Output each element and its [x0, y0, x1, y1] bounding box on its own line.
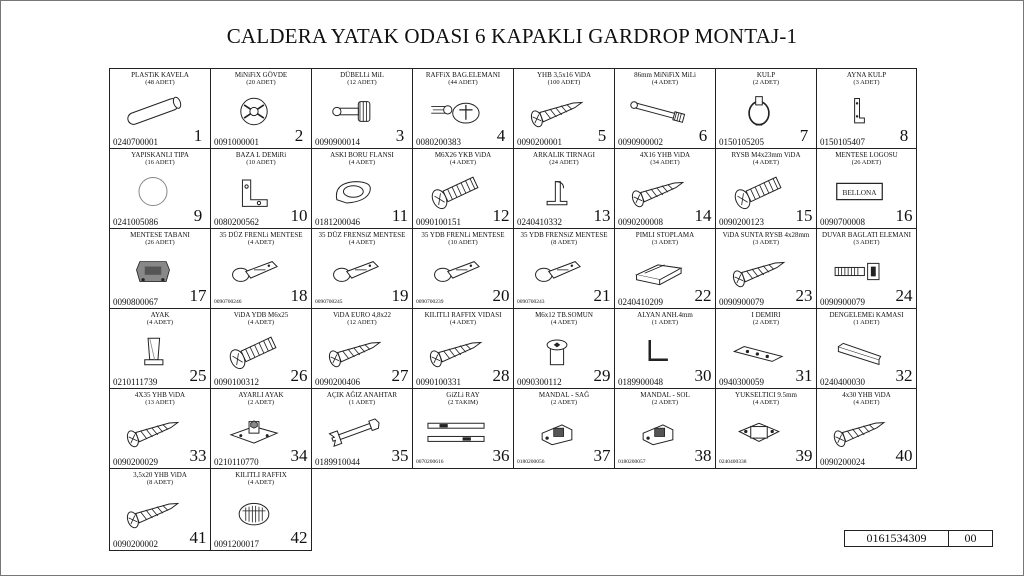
wall-anchor-icon — [827, 249, 892, 294]
minifix-bolt-icon — [625, 89, 691, 134]
part-name: 35 DÜZ FRENSiZ MENTESE — [318, 231, 406, 239]
part-number: 8 — [894, 126, 914, 146]
part-qty: (12 ADET) — [347, 79, 377, 86]
part-number: 16 — [895, 206, 913, 225]
part-cell-31 — [715, 308, 817, 389]
part-code: 0180200056 — [517, 459, 545, 465]
part-cell-37 — [513, 388, 615, 469]
dowel-bolt-icon — [322, 89, 388, 134]
screw-icon — [524, 89, 590, 134]
part-cell-6 — [614, 68, 716, 149]
part-qty: (3 ADET) — [853, 79, 880, 86]
part-number: 27 — [391, 366, 409, 385]
part-code: 0090200406 — [315, 377, 360, 387]
part-cell-3 — [311, 68, 413, 149]
part-code: 0940300059 — [719, 377, 764, 387]
part-name: M6x12 TB.SOMUN — [535, 311, 593, 319]
logo-label-text: BELLONA — [842, 187, 877, 197]
part-code: 0091000001 — [214, 137, 259, 147]
part-name: YAPISKANLI TIPA — [131, 151, 189, 159]
part-qty: (3 ADET) — [853, 239, 880, 246]
part-cell-14 — [614, 148, 716, 229]
part-qty: (4 ADET) — [752, 159, 780, 166]
part-number: 9 — [188, 206, 208, 226]
dowel-icon — [120, 89, 186, 134]
part-cell-26 — [210, 308, 312, 389]
part-number: 3 — [390, 126, 410, 146]
part-number: 42 — [290, 528, 308, 547]
part-cell-11 — [311, 148, 413, 229]
part-code: 0090700246 — [214, 299, 242, 305]
part-qty: (16 ADET) — [145, 159, 175, 166]
part-name: ViDA SUNTA RYSB 4x28mm — [722, 231, 810, 239]
part-number: 24 — [895, 286, 913, 305]
part-name: MENTESE LOGOSU — [835, 151, 898, 159]
flange-icon — [322, 169, 388, 214]
part-qty: (4 ADET) — [146, 319, 174, 326]
part-number: 1 — [188, 126, 208, 146]
cam-lock-icon — [221, 89, 287, 134]
part-cell-17 — [109, 228, 211, 309]
part-qty: (4 ADET) — [449, 159, 477, 166]
part-number: 22 — [694, 286, 712, 305]
part-code: 0240400338 — [719, 459, 747, 465]
part-code: 0090700245 — [315, 299, 343, 305]
part-code: 0090200029 — [113, 457, 158, 467]
part-code: 0240410209 — [618, 297, 663, 307]
part-name: KILITLI RAFFIX — [235, 471, 287, 479]
part-code: 0090100331 — [416, 377, 461, 387]
part-code: 0090200001 — [517, 137, 562, 147]
part-name: ARKALIK TIRNAGI — [533, 151, 595, 159]
part-qty: (4 ADET) — [853, 399, 880, 406]
title-block — [844, 530, 993, 547]
part-number: 25 — [189, 366, 207, 385]
part-name: 4X35 YHB ViDA — [134, 391, 186, 399]
part-qty: (4 ADET) — [348, 159, 376, 166]
part-number: 26 — [290, 366, 308, 385]
part-name: AYNA KULP — [846, 71, 887, 79]
part-number: 39 — [795, 446, 813, 465]
part-number: 11 — [391, 206, 409, 225]
latch-icon — [625, 409, 691, 454]
part-code: 0150105205 — [719, 137, 764, 147]
part-name: ALYAN ANH.4mm — [637, 311, 693, 319]
part-qty: (8 ADET) — [550, 239, 578, 246]
part-qty: (4 ADET) — [348, 239, 376, 246]
part-name: KULP — [756, 71, 776, 79]
part-name: 35 DÜZ FRENLi MENTESE — [219, 231, 303, 239]
riser-icon — [726, 409, 792, 454]
part-name: 86mm MiNiFiX MiLi — [634, 71, 696, 79]
rail-icon — [423, 409, 489, 454]
part-code: 0240400030 — [820, 377, 865, 387]
part-name: 4x30 YHB ViDA — [842, 391, 891, 399]
part-code: 0090200123 — [719, 217, 764, 227]
part-number: 37 — [593, 446, 611, 465]
part-code: 0189900048 — [618, 377, 663, 387]
part-name: 4X16 YHB ViDA — [639, 151, 691, 159]
part-name: YUKSELTICI 9.5mm — [735, 391, 797, 399]
part-name: MANDAL - SAĞ — [538, 391, 590, 399]
part-cell-40 — [816, 388, 917, 469]
hinge-icon — [423, 249, 489, 294]
part-cell-19 — [311, 228, 413, 309]
part-code: 0090700239 — [416, 299, 444, 305]
flat-bar-icon — [726, 329, 792, 374]
part-name: GiZLi RAY — [446, 391, 480, 399]
part-cell-12 — [412, 148, 514, 229]
part-name: 35 YDB FRENSiZ MENTESE — [520, 231, 608, 239]
screw-icon — [827, 409, 892, 454]
part-qty: (2 ADET) — [752, 319, 780, 326]
hinge-icon — [221, 249, 287, 294]
part-qty: (3 ADET) — [752, 239, 780, 246]
part-cell-41 — [109, 468, 211, 551]
part-name: DUVAR BAGLATI ELEMANI — [822, 231, 911, 239]
part-code: 0210111739 — [113, 377, 158, 387]
part-code: 0240410332 — [517, 217, 562, 227]
part-number: 33 — [189, 446, 207, 465]
hinge-icon — [524, 249, 590, 294]
part-name: DENGELEMEi KAMASI — [829, 311, 904, 319]
part-qty: (24 ADET) — [549, 159, 579, 166]
l-bracket-icon — [221, 169, 287, 214]
part-cell-32 — [816, 308, 917, 389]
part-number: 35 — [391, 446, 409, 465]
part-cell-1 — [109, 68, 211, 149]
stop-block-icon — [625, 249, 691, 294]
wrench-icon — [322, 409, 388, 454]
part-qty: (4 ADET) — [752, 399, 780, 406]
part-number: 38 — [694, 446, 712, 465]
bolt-icon — [423, 169, 489, 214]
part-name: 3,5x20 YHB ViDA — [133, 471, 187, 479]
part-cell-10 — [210, 148, 312, 229]
part-cell-9 — [109, 148, 211, 229]
part-cell-22 — [614, 228, 716, 309]
part-qty: (100 ADET) — [547, 79, 581, 86]
part-cell-21 — [513, 228, 615, 309]
part-number: 17 — [189, 286, 207, 305]
part-number: 10 — [290, 206, 308, 225]
part-cell-34 — [210, 388, 312, 469]
part-code: 0090900014 — [315, 137, 360, 147]
part-cell-7 — [715, 68, 817, 149]
hinge-base-icon — [120, 249, 186, 294]
part-qty: (4 ADET) — [247, 239, 275, 246]
part-code: 0090900002 — [618, 137, 663, 147]
part-number: 12 — [492, 206, 510, 225]
nut-icon — [524, 329, 590, 374]
part-number: 18 — [290, 286, 308, 305]
part-code: 0091200017 — [214, 539, 259, 549]
part-name: AÇIK AĞIZ ANAHTAR — [326, 391, 398, 399]
bolt-icon — [221, 329, 287, 374]
part-cell-35 — [311, 388, 413, 469]
part-name: AYAK — [150, 311, 170, 319]
parts-grid — [109, 68, 916, 550]
part-code: 0090200008 — [618, 217, 663, 227]
part-cell-13 — [513, 148, 615, 229]
mirror-handle-icon — [827, 89, 892, 134]
part-qty: (3 ADET) — [651, 239, 679, 246]
part-number: 6 — [693, 126, 713, 146]
part-cell-24 — [816, 228, 917, 309]
part-name: ViDA EURO 4,8x22 — [332, 311, 392, 319]
logo-label-icon — [827, 169, 892, 214]
part-code: 0090800067 — [113, 297, 158, 307]
part-cell-23 — [715, 228, 817, 309]
part-number: 28 — [492, 366, 510, 385]
part-name: M6X26 YKB ViDA — [434, 151, 492, 159]
screw-icon — [726, 249, 792, 294]
part-qty: (2 ADET) — [651, 399, 679, 406]
part-name: MiNiFiX GÖVDE — [234, 71, 288, 79]
part-code: 0080200383 — [416, 137, 461, 147]
part-number: 34 — [290, 446, 308, 465]
part-cell-33 — [109, 388, 211, 469]
part-code: 0090700243 — [517, 299, 545, 305]
part-name: AYARLI AYAK — [238, 391, 284, 399]
hinge-icon — [322, 249, 388, 294]
part-qty: (26 ADET) — [145, 239, 175, 246]
part-code: 0240700001 — [113, 137, 158, 147]
part-cell-27 — [311, 308, 413, 389]
part-qty: (10 ADET) — [448, 239, 478, 246]
part-qty: (4 ADET) — [449, 319, 477, 326]
sheet-title: CALDERA YATAK ODASI 6 KAPAKLI GARDROP MONTAJ-1 — [226, 24, 798, 48]
screw-icon — [120, 409, 186, 454]
raffix-icon — [423, 89, 489, 134]
part-cell-15 — [715, 148, 817, 229]
part-number: 2 — [289, 126, 309, 146]
part-name: MENTESE TABANI — [130, 231, 190, 239]
allen-key-icon — [625, 329, 691, 374]
part-number: 23 — [795, 286, 813, 305]
part-name: KILITLI RAFFIX VIDASI — [424, 311, 502, 319]
part-qty: (2 ADET) — [752, 79, 780, 86]
part-name: BAZA L DEMiRi — [235, 151, 287, 159]
part-code: 0090900079 — [820, 297, 865, 307]
part-qty: (20 ADET) — [246, 79, 276, 86]
part-number: 15 — [795, 206, 813, 225]
revision: 00 — [964, 531, 977, 545]
part-code: 0150105407 — [820, 137, 865, 147]
part-cell-8 — [816, 68, 917, 149]
part-code: 0090200002 — [113, 539, 158, 549]
screw-icon — [625, 169, 691, 214]
part-qty: (1 ADET) — [853, 319, 880, 326]
part-name: I DEMIRI — [751, 311, 781, 319]
leg-icon — [120, 329, 186, 374]
part-cell-28 — [412, 308, 514, 389]
part-code: 0189910044 — [315, 457, 360, 467]
part-qty: (2 ADET) — [247, 399, 275, 406]
doc-code: 0161534309 — [845, 531, 949, 546]
part-code: 0210110770 — [214, 457, 259, 467]
wedge-icon — [827, 329, 892, 374]
part-code: 0090900079 — [719, 297, 764, 307]
part-cell-30 — [614, 308, 716, 389]
part-qty: (2 TAKIM) — [448, 399, 478, 406]
part-name: DÜBELLi MiL — [340, 71, 384, 79]
part-qty: (2 ADET) — [550, 399, 578, 406]
part-cell-20 — [412, 228, 514, 309]
part-code: 0241005086 — [113, 217, 158, 227]
screw-icon — [120, 489, 186, 536]
part-qty: (4 ADET) — [247, 479, 275, 486]
clip-icon — [524, 169, 590, 214]
part-number: 40 — [895, 446, 913, 465]
part-number: 41 — [189, 528, 207, 547]
part-number: 5 — [592, 126, 612, 146]
part-qty: (4 ADET) — [247, 319, 275, 326]
part-cell-16 — [816, 148, 917, 229]
part-cell-4 — [412, 68, 514, 149]
part-cell-18 — [210, 228, 312, 309]
part-number: 14 — [694, 206, 712, 225]
part-number: 20 — [492, 286, 510, 305]
part-number: 36 — [492, 446, 510, 465]
part-cell-39 — [715, 388, 817, 469]
part-name: ViDA YDB M6x25 — [233, 311, 289, 319]
part-cell-29 — [513, 308, 615, 389]
part-code: 0070200616 — [416, 459, 444, 465]
part-name: 35 YDB FRENLi MENTESE — [421, 231, 505, 239]
part-cell-38 — [614, 388, 716, 469]
part-qty: (10 ADET) — [246, 159, 276, 166]
part-qty: (4 ADET) — [651, 79, 679, 86]
raffix-lock-icon — [221, 489, 287, 536]
part-qty: (12 ADET) — [347, 319, 377, 326]
part-name: PLASTiK KAVELA — [131, 71, 189, 79]
part-cell-36 — [412, 388, 514, 469]
part-code: 0180200057 — [618, 459, 646, 465]
adjustable-foot-icon — [221, 409, 287, 454]
part-number: 13 — [593, 206, 611, 225]
bolt-icon — [726, 169, 792, 214]
part-number: 4 — [491, 126, 511, 146]
part-qty: (4 ADET) — [550, 319, 578, 326]
part-number: 19 — [391, 286, 409, 305]
part-code: 0090100312 — [214, 377, 259, 387]
part-qty: (13 ADET) — [145, 399, 175, 406]
part-cell-5 — [513, 68, 615, 149]
part-number: 30 — [694, 366, 712, 385]
part-qty: (48 ADET) — [145, 79, 175, 86]
handle-icon — [726, 89, 792, 134]
part-name: PIMLI STOPLAMA — [635, 231, 695, 239]
part-name: RAFFiX BAG.ELEMANI — [425, 71, 501, 79]
part-cell-42 — [210, 468, 312, 551]
part-name: ASKI BORU FLANSI — [330, 151, 394, 159]
part-code: 0181200046 — [315, 217, 360, 227]
part-qty: (34 ADET) — [650, 159, 680, 166]
part-name: RYSB M4x23mm ViDA — [731, 151, 801, 159]
part-qty: (44 ADET) — [448, 79, 478, 86]
part-qty: (1 ADET) — [651, 319, 679, 326]
part-code: 0080200562 — [214, 217, 259, 227]
part-qty: (1 ADET) — [348, 399, 376, 406]
part-number: 29 — [593, 366, 611, 385]
latch-icon — [524, 409, 590, 454]
part-qty: (8 ADET) — [146, 479, 174, 486]
part-code: 0090100151 — [416, 217, 461, 227]
screw-icon — [423, 329, 489, 374]
part-number: 7 — [794, 126, 814, 146]
part-number: 21 — [593, 286, 611, 305]
part-qty: (26 ADET) — [851, 159, 882, 166]
part-name: MANDAL - SOL — [640, 391, 690, 399]
screw-icon — [322, 329, 388, 374]
part-code: 0090300112 — [517, 377, 562, 387]
part-cell-25 — [109, 308, 211, 389]
part-code: 0090700008 — [820, 217, 865, 227]
part-code: 0090200024 — [820, 457, 865, 467]
cap-icon — [120, 169, 186, 214]
part-number: 32 — [895, 366, 913, 385]
part-cell-2 — [210, 68, 312, 149]
part-number: 31 — [795, 366, 813, 385]
part-name: YHB 3,5x16 ViDA — [536, 71, 592, 79]
